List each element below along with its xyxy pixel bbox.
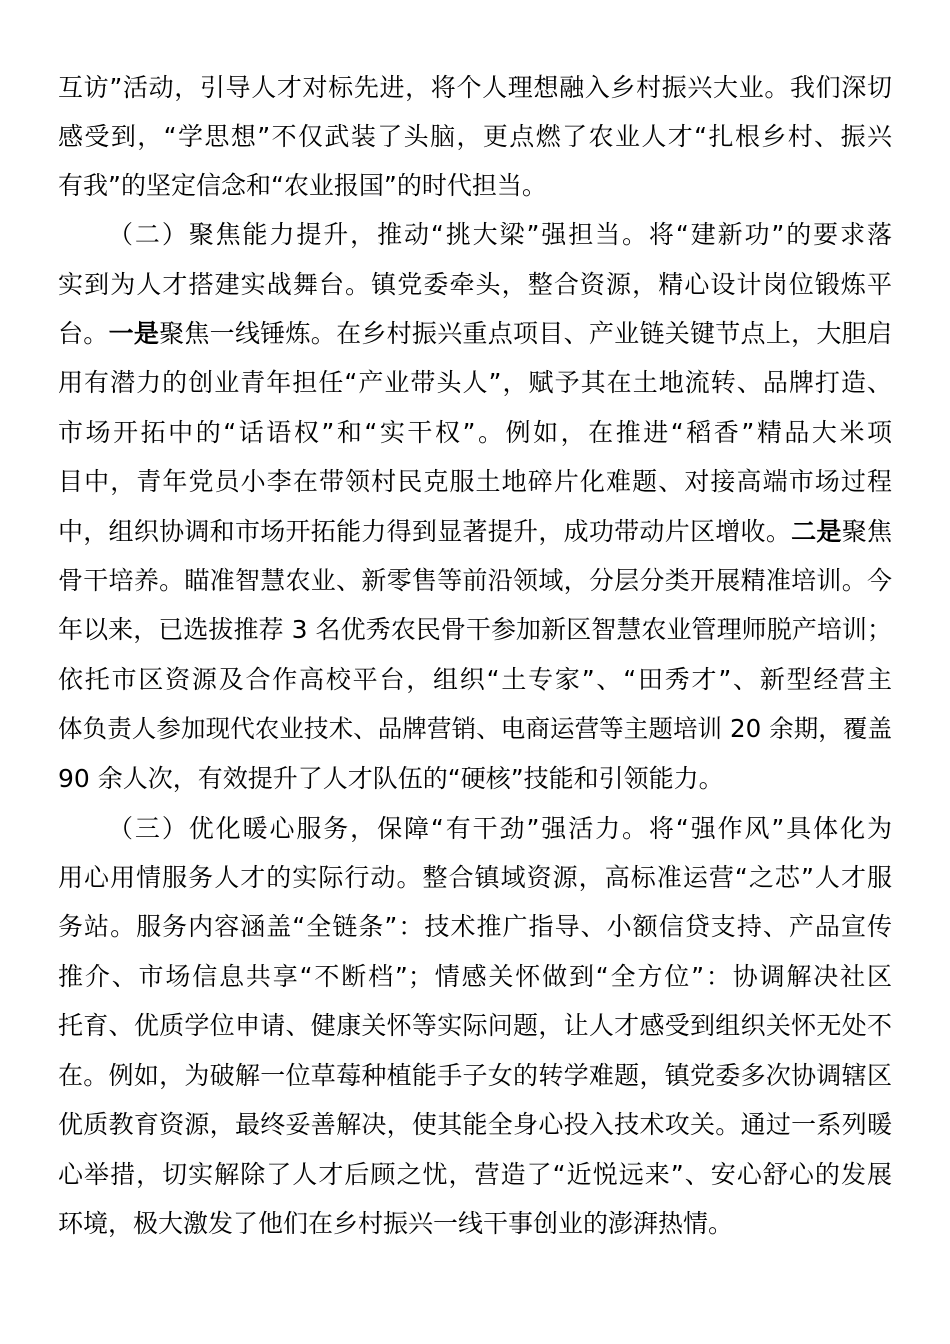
paragraph-1-line-2: 感受到，“学思想”不仅武装了头脑，更点燃了农业人才“扎根乡村、振兴	[58, 122, 892, 151]
paragraph-2-line-4: 用有潜力的创业青年担任“产业带头人”，赋予其在土地流转、品牌打造、	[58, 368, 892, 397]
text-run: 聚焦	[841, 517, 892, 546]
paragraph-3-line-5: 托育、优质学位申请、健康关怀等实际问题，让人才感受到组织关怀无处不	[58, 1011, 892, 1040]
paragraph-3-line-4: 推介、市场信息共享“不断档”；情感关怀做到“全方位”：协调解决社区	[58, 962, 892, 991]
paragraph-2-line-12: 90 余人次，有效提升了人才队伍的“硬核”技能和引领能力。	[58, 764, 724, 793]
paragraph-2-line-10: 依托市区资源及合作高校平台，组织“土专家”、“田秀才”、新型经营主	[58, 665, 892, 694]
text-run: 聚焦一线锤炼。在乡村振兴重点项目、产业链关键节点上，大胆启	[159, 319, 892, 348]
paragraph-3-line-9: 环境，极大激发了他们在乡村振兴一线干事创业的澎湃热情。	[58, 1209, 734, 1238]
paragraph-2-line-11: 体负责人参加现代农业技术、品牌营销、电商运营等主题培训 20 余期，覆盖	[58, 714, 892, 743]
text-run: 台。	[58, 319, 109, 348]
paragraph-2-line-5: 市场开拓中的“话语权”和“实干权”。例如，在推进“稻香”精品大米项	[58, 418, 892, 447]
paragraph-3-line-6: 在。例如，为破解一位草莓种植能手子女的转学难题，镇党委多次协调辖区	[58, 1061, 892, 1090]
paragraph-3-line-8: 心举措，切实解除了人才后顾之忧，营造了“近悦远来”、安心舒心的发展	[58, 1160, 892, 1189]
paragraph-1-line-1: 互访”活动，引导人才对标先进，将个人理想融入乡村振兴大业。我们深切	[58, 73, 892, 102]
paragraph-2-line-9: 年以来，已选拔推荐 3 名优秀农民骨干参加新区智慧农业管理师脱产培训；	[58, 615, 892, 644]
paragraph-2-line-6: 目中，青年党员小李在带领村民克服土地碎片化难题、对接高端市场过程	[58, 467, 892, 496]
paragraph-1-line-3: 有我”的坚定信念和“农业报国”的时代担当。	[58, 171, 547, 200]
paragraph-2-line-3	[58, 310, 892, 358]
paragraph-2-line-1: （二）聚焦能力提升，推动“挑大梁”强担当。将“建新功”的要求落	[108, 220, 892, 249]
paragraph-2-line-2: 实到为人才搭建实战舞台。镇党委牵头，整合资源，精心设计岗位锻炼平	[58, 270, 892, 299]
paragraph-3-line-2: 用心用情服务人才的实际行动。整合镇域资源，高标准运营“之芯”人才服	[58, 863, 892, 892]
paragraph-3-line-3: 务站。服务内容涵盖“全链条”：技术推广指导、小额信贷支持、产品宣传	[58, 912, 892, 941]
paragraph-3-line-1: （三）优化暖心服务，保障“有干劲”强活力。将“强作风”具体化为	[108, 814, 892, 843]
text-run: 中，组织协调和市场开拓能力得到显著提升，成功带动片区增收。	[58, 517, 792, 546]
paragraph-2-line-7	[58, 508, 892, 556]
emphasis-second: 二是	[791, 517, 842, 546]
paragraph-2-line-8: 骨干培养。瞄准智慧农业、新零售等前沿领域，分层分类开展精准培训。今	[58, 566, 892, 595]
emphasis-first: 一是	[108, 319, 160, 348]
paragraph-3-line-7: 优质教育资源，最终妥善解决，使其能全身心投入技术攻关。通过一系列暖	[58, 1110, 892, 1139]
